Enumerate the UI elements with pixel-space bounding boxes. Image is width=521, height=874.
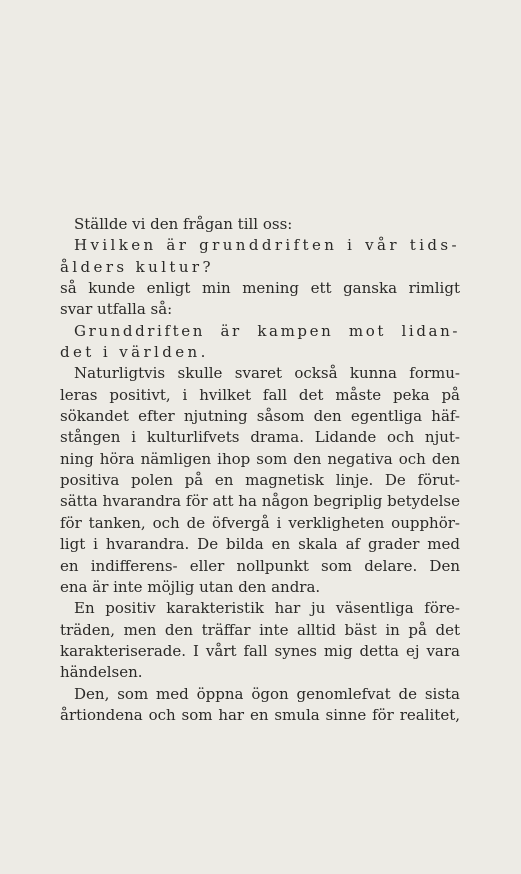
text-line: årtiondena och som har en smula sinne för realitet, (60, 705, 460, 724)
text-line: Naturligtvis skulle svaret också kunna formu- (74, 364, 460, 383)
text-line: stången i kulturlifvets drama. Lidande och njut- (60, 428, 460, 447)
text-line: händelsen. (60, 663, 143, 682)
text-line: så kunde enligt min mening ett ganska rimligt (60, 279, 460, 298)
text-line: sätta hvarandra för att ha någon begriplig betydelse (60, 492, 460, 511)
text-line: Ställde vi den frågan till oss: (74, 215, 293, 233)
text-line: träden, men den träffar inte alltid bäst in på det (60, 620, 460, 639)
text-line: sökandet efter njutning såsom den egentliga häf- (60, 407, 460, 426)
text-line: ålders kultur? (60, 257, 214, 276)
text-line: en indifferens- eller nollpunkt som delare. Den (60, 556, 460, 575)
text-line: ning höra nämligen ihop som den negativa och den (60, 449, 460, 468)
text-line: ligt i hvarandra. De bilda en skala af grader med (60, 535, 460, 554)
text-line: Grunddriften är kampen mot lidan- (74, 321, 460, 340)
text-line: positiva polen på en magnetisk linje. De förut- (60, 471, 460, 490)
text-line: En positiv karakteristik har ju väsentliga före- (74, 599, 460, 618)
text-line: för tanken, och de öfvergå i verkligheten oupphör- (60, 513, 460, 532)
body-text (60, 214, 460, 726)
text-line: Den, som med öppna ögon genomlefvat de sista (74, 684, 460, 703)
text-line: Hvilken är grunddriften i vår tids- (74, 236, 460, 255)
text-line: ena är inte möjlig utan den andra. (60, 577, 321, 596)
text-line: leras positivt, i hvilket fall det måste peka på (60, 385, 460, 404)
text-line: det i världen. (60, 343, 209, 362)
text-line: svar utfalla så: (60, 300, 173, 319)
text-line: karakteriserade. I vårt fall synes mig detta ej vara (60, 641, 460, 660)
